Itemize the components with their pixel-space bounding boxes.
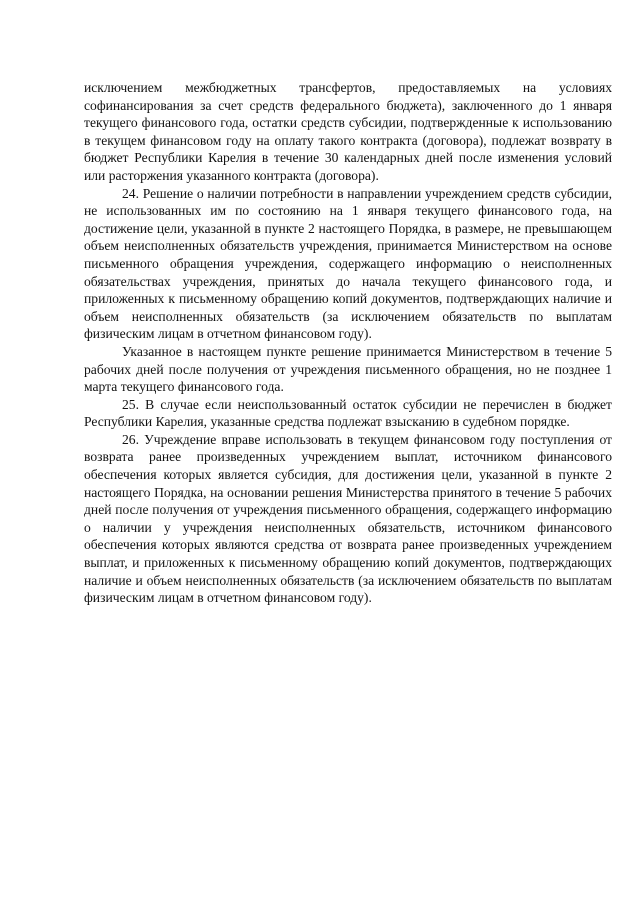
document-page [84, 79, 612, 607]
paragraph-continuation: исключением межбюджетных трансфертов, предоставляемых на условиях софинансирования за счет средств федерального бюджета), заключенного до 1 января текущего финансового года, остатки средств субсидии, подтвержденные к использованию в текущем финансовом году на оплату такого контракта (договора), подлежат возврату в бюджет Республики Карелия в течение 30 календарных дней после изменения условий или расторжения указанного контракта (договора). [84, 80, 612, 183]
paragraph-item-24: 24. Решение о наличии потребности в направлении учреждением средств субсидии, не использованных им по состоянию на 1 января текущего финансового года, на достижение цели, указанной в пункте 2 настоящего Порядка, в размере, не превышающем объем неисполненных обязательств учреждения, принимается Министерством на основе письменного обращения учреждения, содержащего информацию о неисполненных обязательствах учреждения, принятых до начала текущего финансового года, и приложенных к письменному обращению копий документов, подтверждающих наличие и объем неисполненных обязательств (за исключением обязательств по выплатам физическим лицам в отчетном финансовом году). [84, 185, 612, 342]
paragraph-item-25: 25. В случае если неиспользованный остаток субсидии не перечислен в бюджет Республики Карелия, указанные средства подлежат взысканию в судебном порядке. [84, 396, 612, 430]
paragraph-item-26: 26. Учреждение вправе использовать в текущем финансовом году поступления от возврата ранее произведенных учреждением выплат, источником финансового обеспечения которых является субсидия, для достижения цели, указанной в пункте 2 настоящего Порядка, на основании решения Министерства принятого в течение 5 рабочих дней после получения от учреждения письменного обращения, содержащего информацию о наличии у учреждения неисполненных обязательств, источником финансового обеспечения которых являются средства от возврата ранее произведенных учреждением выплат, и приложенных к письменному обращению копий документов, подтверждающих наличие и объем неисполненных обязательств (за исключением обязательств по выплатам физическим лицам в отчетном финансовом году). [84, 431, 612, 606]
paragraph-item-24-decision: Указанное в настоящем пункте решение принимается Министерством в течение 5 рабочих дней после получения от учреждения письменного обращения, но не позднее 1 марта текущего финансового года. [84, 343, 612, 395]
